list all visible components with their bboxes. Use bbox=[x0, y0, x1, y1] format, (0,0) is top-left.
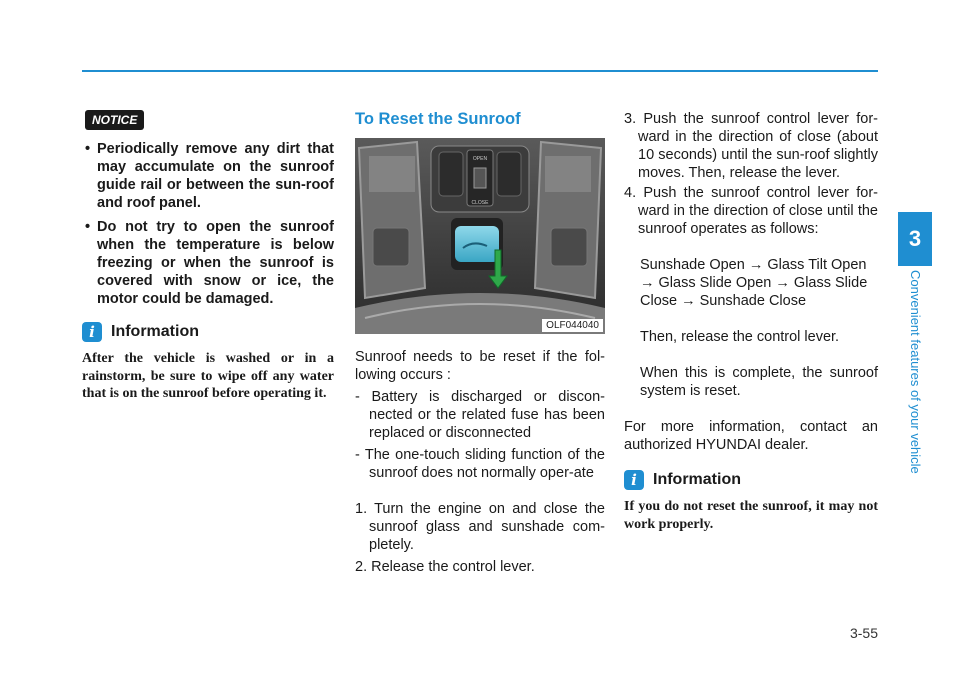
condition-item: - Battery is discharged or discon-nected or the related fuse has been replaced or disconnected bbox=[355, 389, 605, 441]
notice-item: • Periodically remove any dirt that may accumulate on the sunroof guide rail or between the sun-roof and roof panel. bbox=[82, 140, 334, 212]
info-title: Information bbox=[111, 323, 199, 340]
info-heading bbox=[624, 470, 878, 490]
info-title: Information bbox=[653, 471, 741, 488]
info-icon: i bbox=[82, 322, 102, 342]
info-icon: i bbox=[624, 470, 644, 490]
notice-badge: NOTICE bbox=[85, 110, 144, 130]
dealer-text: For more information, contact an authorized HYUNDAI dealer. bbox=[624, 419, 878, 453]
section-title: To Reset the Sunroof bbox=[355, 110, 521, 128]
complete-text: When this is complete, the sunroof system is reset. bbox=[640, 365, 878, 399]
open-label: OPEN bbox=[472, 156, 488, 162]
notice-list bbox=[82, 140, 334, 308]
operation-sequence: Sunshade Open → Glass Tilt Open → Glass Slide Open → Glass Slide Close → Sunshade Close bbox=[640, 257, 868, 309]
sunroof-control-photo bbox=[355, 138, 605, 334]
overhead-console-illustration bbox=[355, 138, 605, 334]
column-reset-continued bbox=[624, 110, 878, 533]
step-item: 3. Push the sunroof control lever for-ward in the direction of close (about 10 seconds) until the sun-roof slightly moves. Then, release the lever. bbox=[624, 111, 878, 181]
step-item: 2. Release the control lever. bbox=[355, 559, 535, 575]
condition-item: - The one-touch sliding function of the sunroof does not normally oper-ate bbox=[355, 447, 605, 481]
chapter-number: 3 bbox=[908, 226, 922, 251]
info-text: If you do not reset the sunroof, it may not work properly. bbox=[624, 499, 878, 532]
column-reset bbox=[355, 110, 605, 576]
info-heading bbox=[82, 322, 334, 342]
chapter-title: Convenient features of your vehicle bbox=[908, 270, 923, 474]
chapter-tab bbox=[898, 212, 932, 266]
header-rule bbox=[82, 70, 878, 72]
photo-caption: OLF044040 bbox=[542, 319, 603, 332]
close-label: CLOSE bbox=[471, 200, 489, 206]
page-number: 3-55 bbox=[849, 625, 878, 641]
column-notice bbox=[82, 110, 334, 403]
release-text: Then, release the control lever. bbox=[640, 329, 840, 345]
reset-intro: Sunroof needs to be reset if the fol-lowing occurs : bbox=[355, 349, 605, 383]
notice-item: • Do not try to open the sunroof when the temperature is below freezing or when the sunroof is covered with snow or ice, the motor could be damaged. bbox=[82, 218, 334, 308]
info-text: After the vehicle is washed or in a rainstorm, be sure to wipe off any water that is on the sunroof before operating it. bbox=[82, 351, 334, 401]
step-item: 1. Turn the engine on and close the sunroof glass and sunshade com-pletely. bbox=[355, 501, 605, 553]
step-item: 4. Push the sunroof control lever for-ward in the direction of close until the sunroof operates as follows: bbox=[624, 185, 878, 237]
